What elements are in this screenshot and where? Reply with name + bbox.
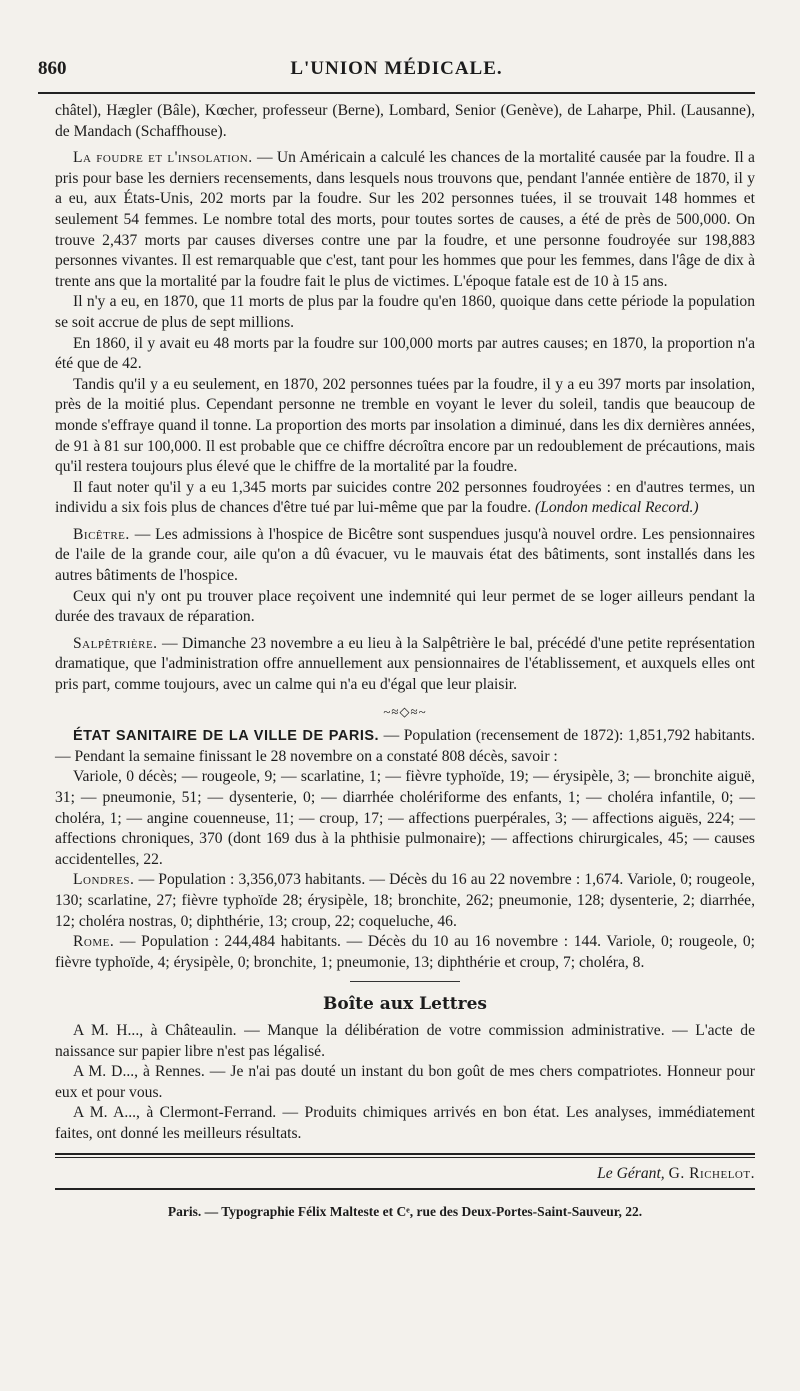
carry-over-paragraph: châtel), Hægler (Bâle), Kœcher, professeur (Berne), Lombard, Senior (Genève), de Laharpe, Phil. (Lausanne), de Mandach (Schaffhouse). — [55, 102, 755, 140]
footer-rule — [55, 1188, 755, 1190]
etat-paragraph-2: Variole, 0 décès; — rougeole, 9; — scarlatine, 1; — fièvre typhoïde, 19; — érysipèle, 3; — bronchite aiguë, 31; — pneumonie, 51; — dysenterie, 0; — diarrhée cholériforme des enfants, 1; — choléra infantile, 0; — choléra, 1; — angine couenneuse, 11; — croup, 17; — affections puerpérales, 3; — affections aiguës, 224; — affections chroniques, 370 (dont 169 dus à la phthisie pulmonaire); — affections chirurgicales, 45; — causes accidentelles, 22. — [55, 768, 755, 868]
section-ornament: ~≈◇≈~ — [383, 703, 427, 719]
foudre-heading: La foudre et l'insolation. — [73, 149, 253, 167]
bicetre-paragraph-2: Ceux qui n'y ont pu trouver place reçoivent une indemnité qui leur permet de se loger ailleurs pendant la durée des travaux de réparation. — [55, 587, 755, 626]
printer-imprint: Paris. — Typographie Félix Malteste et Cᵉ, rue des Deux-Portes-Saint-Sauveur, 22. — [167, 1204, 643, 1220]
bicetre-heading: Bicêtre. — [73, 525, 130, 543]
bicetre-text-1: — Les admissions à l'hospice de Bicêtre sont suspendues jusqu'à nouvel ordre. Les pensionnaires de l'aile de la grande cour, aile qu'on a dû évacuer, vu le mauvais état des bâtiments, sont installés dans les autres bâtiments de l'hospice. — [55, 525, 755, 585]
header-rule — [38, 92, 755, 94]
letter-2: A M. D..., à Rennes. — Je n'ai pas douté un instant du bon goût de mes chers compatriotes. Honneur pour eux et pour vous. — [55, 1063, 755, 1101]
gerant-name: G. Richelot. — [668, 1164, 755, 1182]
salpetriere-text: — Dimanche 23 novembre a eu lieu à la Salpêtrière le bal, précédé d'une petite représentation dramatique, que l'administration offre annuellement aux pensionnaires de l'établissement, et auxquels elles ont pris part, comme toujours, avec un calme qui n'a eu d'égal que leur plaisir. — [55, 634, 755, 694]
page-number: 860 — [38, 58, 67, 79]
foudre-text-5: Il faut noter qu'il y a eu 1,345 morts par suicides contre 202 personnes foudroyées : en d'autres termes, un individu a six fois plus de chances d'être tué par lui-même que par la foudre. — [55, 478, 755, 517]
foudre-paragraph-4: Tandis qu'il y a eu seulement, en 1870, 202 personnes tuées par la foudre, il y a eu 397 morts par insolation, près de la moitié plus. Cependant personne ne tremble en voyant le lever du soleil, tandis que beaucoup de monde s'effraye quand il tonne. La proportion des morts par insolation a diminué, dans les dix dernières années, de 91 à 81 sur 100,000. Il est probable que ce chiffre décroîtra encore par un redoublement de précautions, mais qu'il restera toujours plus élevé que le chiffre de la mortalité par la foudre. — [55, 375, 755, 476]
salpetriere-heading: Salpêtrière. — [73, 634, 158, 652]
rome-paragraph — [55, 932, 755, 973]
gerant-label: Le Gérant, — [597, 1164, 665, 1182]
bicetre-paragraph-1 — [55, 525, 755, 587]
foudre-source: (London medical Record.) — [535, 499, 699, 517]
letter-1: A M. H..., à Châteaulin. — Manque la délibération de votre commission administrative. — L'acte de naissance sur papier libre n'est pas légalisé. — [55, 1021, 755, 1060]
boite-title: Boîte aux Lettres — [323, 994, 487, 1015]
section-separator — [350, 981, 460, 982]
etat-text-1: — Population (recensement de 1872): 1,851,792 habitants.— Pendant la semaine finissant le 28 novembre on a constaté 808 décès, savoir : — [55, 727, 755, 765]
article-body — [55, 101, 755, 1223]
gerant-signature — [55, 1164, 755, 1185]
etat-heading: ÉTAT SANITAIRE DE LA VILLE DE PARIS. — [73, 728, 380, 745]
foudre-text-1: — Un Américain a calculé les chances de la mortalité causée par la foudre. Il a pris pour base les derniers recensements, dans lesquels nous trouvons que, pendant l'année entière de 1870, il y a eu, aux États-Unis, 202 morts par la foudre. Sur les 202 personnes tuées, il se trouvait 148 hommes et seulement 54 femmes. Le nombre total des morts, pour toutes sortes de causes, a été de près de 500,000. On trouve 2,437 morts par causes diverses contre une par la foudre, et une personne foudroyée sur 198,883 personnes vivantes. Il est remarquable que c'est, tant pour les hommes que pour les femmes, dans l'âge de dix à trente ans que la mortalité par la foudre fait le plus de victimes. L'époque fatale est de 10 à 15 ans. — [55, 149, 755, 290]
letter-3: A M. A..., à Clermont-Ferrand. — Produits chimiques arrivés en bon état. Les analyses, immédiatement faites, ont donné les meilleurs résultats. — [55, 1104, 755, 1142]
rome-text: — Population : 244,484 habitants. — Décès du 10 au 16 novembre : 144. Variole, 0; rougeole, 0; fièvre typhoïde, 4; érysipèle, 0; bronchite, 1; pneumonie, 13; diphthérie et croup, 7; choléra, 8. — [55, 933, 756, 971]
rome-heading: Rome. — [73, 933, 115, 951]
footer-double-rule — [55, 1153, 755, 1158]
page-header — [38, 58, 755, 88]
foudre-paragraph-1 — [55, 148, 755, 292]
foudre-paragraph-2: Il n'y a eu, en 1870, que 11 morts de plus par la foudre qu'en 1860, quoique dans cette période la population se soit accrue de plus de sept millions. — [55, 293, 755, 331]
salpetriere-paragraph — [55, 634, 755, 696]
londres-heading: Londres. — [73, 871, 135, 889]
foudre-paragraph-5 — [55, 478, 755, 519]
londres-text: — Population : 3,356,073 habitants. — Décès du 16 au 22 novembre : 1,674. Variole, 0; rougeole, 130; scarlatine, 27; fièvre typhoïde 28; érysipèle, 18; bronchite, 262; pneumonie, 128; dysenterie, 2; diarrhée, 12; choléra nostras, 0; diphthérie, 13; croup, 22; coqueluche, 46. — [55, 871, 755, 930]
foudre-paragraph-3: En 1860, il y avait eu 48 morts par la foudre sur 100,000 morts par autres causes; en 1870, la proportion n'a été que de 42. — [55, 334, 755, 373]
londres-paragraph — [55, 870, 755, 932]
running-title: L'UNION MÉDICALE. — [290, 58, 503, 79]
etat-paragraph-1 — [55, 726, 755, 767]
